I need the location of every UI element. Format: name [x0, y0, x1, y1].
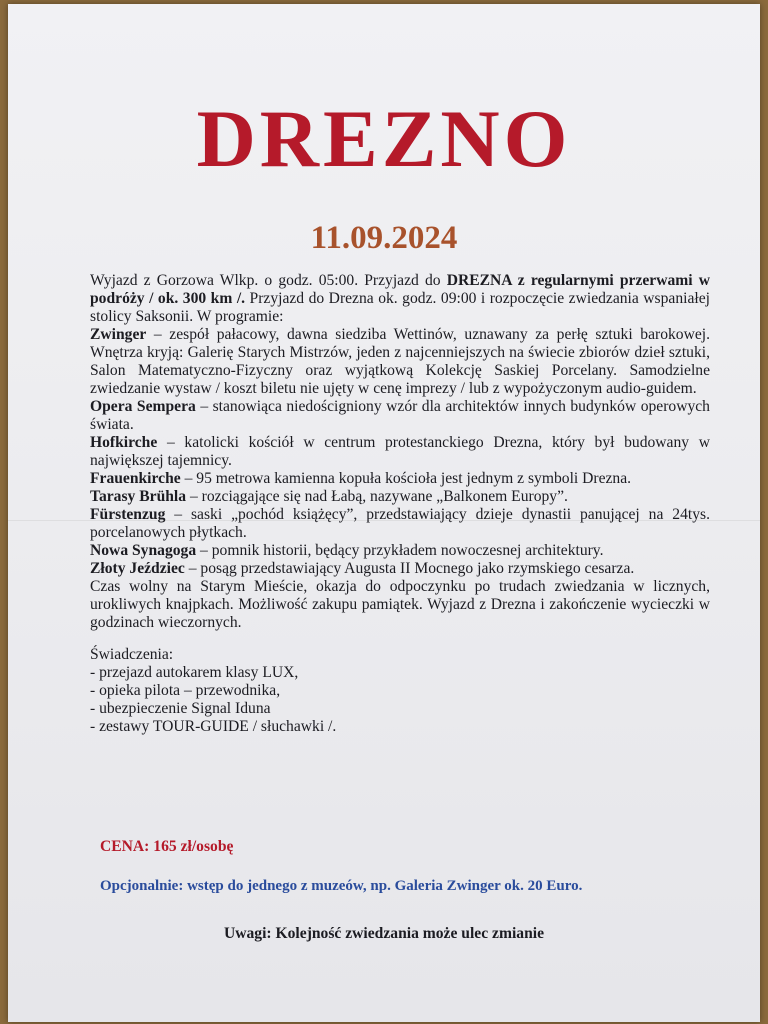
program-item-name: Nowa Synagoga	[90, 542, 197, 559]
trip-date: 11.09.2024	[310, 220, 458, 256]
program-item-name: Zwinger	[90, 326, 147, 343]
program-item-name: Fürstenzug	[90, 506, 166, 523]
list-item: - ubezpieczenie Signal Iduna	[90, 700, 271, 717]
trip-description	[90, 272, 710, 736]
program-item-name: Złoty Jeździec	[90, 560, 185, 577]
program-item-name: Frauenkirche	[90, 470, 181, 487]
free-time-paragraph: Czas wolny na Starym Mieście, okazja do odpoczynku po trudach zwiedzania w licznych, urokliwych knajpkach. Możliwość zakupu pamiątek. Wyjazd z Drezna i zakończenie wycieczki w godzinach wieczornych.	[90, 578, 710, 631]
benefits-heading: Świadczenia:	[90, 646, 174, 663]
list-item: - zestawy TOUR-GUIDE / słuchawki /.	[90, 718, 337, 735]
program-item-desc: – rozciągające się nad Łabą, nazywane „Balkonem Europy”.	[186, 488, 568, 505]
intro-text-2: Przyjazd do Drezna ok. godz. 09:00 i rozpoczęcie zwiedzania wspaniałej stolicy Saksonii. W programie:	[90, 290, 710, 325]
program-item-desc: – saski „pochód książęcy”, przedstawiający dzieje dynastii panującej na 24tys. porcelanowych płytkach.	[90, 506, 710, 541]
list-item: - opieka pilota – przewodnika,	[90, 682, 281, 699]
program-item-desc: – katolicki kościół w centrum protestanckiego Drezna, który był budowany w największej tajemnicy.	[90, 434, 710, 469]
program-item-name: Hofkirche	[90, 434, 158, 451]
intro-paragraph	[90, 272, 710, 326]
program-item	[90, 560, 710, 578]
spacer	[90, 632, 710, 646]
program-item	[90, 398, 710, 434]
program-item-desc: – pomnik historii, będący przykładem nowoczesnej architektury.	[196, 542, 604, 559]
intro-bold: DREZNA z regularnymi przerwami w podróży / ok. 300 km /.	[90, 272, 711, 307]
program-item-desc: – 95 metrowa kamienna kopuła kościoła jest jednym z symboli Drezna.	[180, 470, 632, 487]
program-item-desc: – stanowiąca niedościgniony wzór dla architektów innych budynków operowych świata.	[90, 398, 710, 433]
program-item-desc: – zespół pałacowy, dawna siedziba Wettinów, uznawany za perłę sztuki barokowej. Wnętrza kryją: Galerię Starych Mistrzów, jeden z najcenniejszych na świecie zbiorów dzieł sztuki, Salon Matematyczno-Fizyczny oraz wyjątkową Kolekcję Saskiej Porcelany. Samodzielne zwiedzanie wystaw / koszt biletu nie ujęty w cenę imprezy / lub z wypożyczonym audio-guidem.	[90, 326, 710, 397]
price-label: CENA: 165 zł/osobę	[100, 838, 234, 855]
program-item-name: Opera Sempera	[90, 398, 196, 415]
program-item-name: Tarasy Brühla	[90, 488, 187, 505]
program-item	[90, 470, 710, 488]
benefits-list	[90, 664, 710, 736]
program-item	[90, 326, 710, 398]
program-item	[90, 434, 710, 470]
program-item	[90, 542, 710, 560]
program-item	[90, 488, 710, 506]
page-title: DREZNO	[196, 93, 572, 184]
intro-text-1: Wyjazd z Gorzowa Wlkp. o godz. 05:00. Przyjazd do	[90, 272, 447, 289]
optional-note: Opcjonalnie: wstęp do jednego z muzeów, np. Galeria Zwinger ok. 20 Euro.	[100, 878, 583, 894]
list-item: - przejazd autokarem klasy LUX,	[90, 664, 299, 681]
program-item-desc: – posąg przedstawiający Augusta II Mocnego jako rzymskiego cesarza.	[184, 560, 635, 577]
remarks-note: Uwagi: Kolejność zwiedzania może ulec zmianie	[223, 925, 545, 942]
program-item	[90, 506, 710, 542]
